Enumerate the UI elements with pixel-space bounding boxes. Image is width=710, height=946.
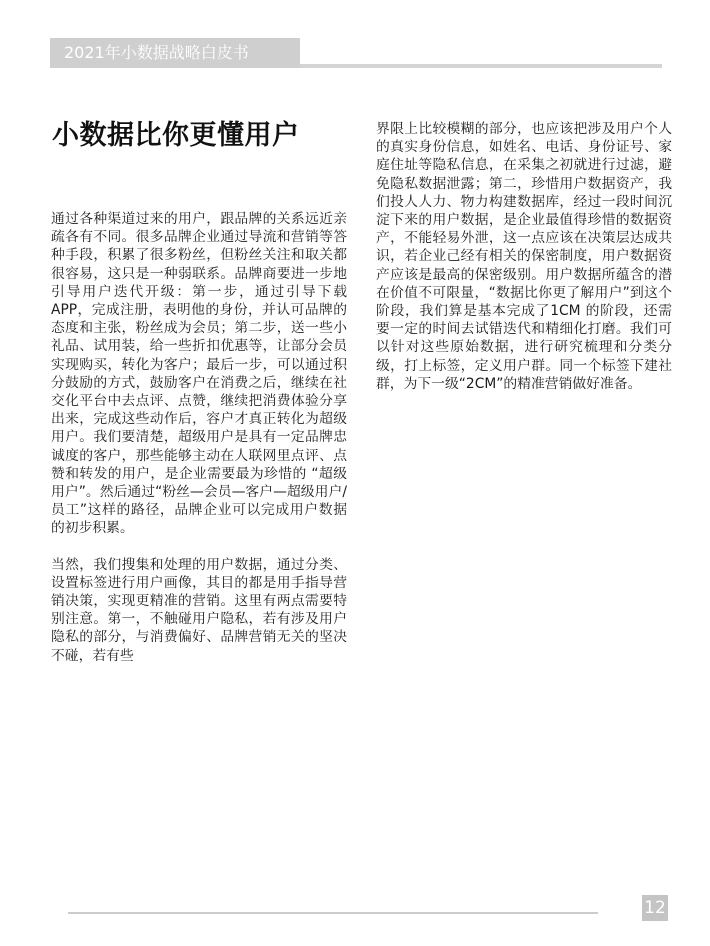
paragraph: 通过各种渠道过来的用户，跟品牌的关系远近亲疏各有不同。很多品牌企业通过导流和营销等答种手段，积累了很多粉丝，但粉丝关注和取关都很容易，这只是一种弱联系。品牌商要进一步地引导用户迭代开级：第一步，通过引导下载APP，完成注册，表明他的身份，并认可品牌的态度和主张，粉丝成为会员；第二步，送一些小礼品、试用装，给一些折扣优惠等，让部分会员实现购买，转化为客户；最后一步，可以通过积分鼓励的方式，鼓励客户在消费之后，继续在社交化平台中去点评、点赞，继续把消费体验分享出来，完成这些动作后，容户才真正转化为超级用户。我们要清楚，超级用户是具有一定品牌忠诚度的客户，那些能够主动在人联网里点评、点赞和转发的用户，是企业需要最为珍惜的 “超级用户”。然后通过“粉丝—会员—客户—超级用户/员工”这样的路径，品牌企业可以完成用户数据的初步积累。 xyxy=(51,211,347,537)
right-column xyxy=(376,120,672,393)
document-title: 2021年小数据战略白皮书 xyxy=(64,43,249,62)
paragraph: 当然，我们搜集和处理的用户数据，通过分类、设置标签进行用户画像，其目的都是用手指导营销决策，实现更精准的营销。这里有两点需要特别注意。第一，不触碰用户隐私，若有涉及用户隐私的部分，与消费偏好、品牌营销无关的坚决不碰，若有些 xyxy=(51,556,347,664)
article-title: 小数据比你更懂用户 xyxy=(52,120,300,151)
header-rule xyxy=(300,64,662,68)
footer-rule xyxy=(68,912,598,914)
paragraph: 界限上比较模糊的部分，也应该把涉及用户个人的真实身份信息，如姓名、电话、身份证号、家庭住址等隐私信息，在采集之初就进行过滤，避免隐私数据泄露；第二，珍惜用户数据资产，我们投人人力、物力构建数据库，经过一段时间沉淀下来的用户数据，是企业最值得珍惜的数据资产，不能轻易外泄，这一点应该在决策层达成共识，若企业己经有相关的保密制度，用户数据资产应该是最高的保密级别。用户数据所蕴含的潜在价值不可限量，“数据比你更了解用户”到这个阶段，我们算是基本完成了1CM 的阶段，还需要一定的时间去试错迭代和精细化打磨。我们可以针对这些原始数据，进行研究梳理和分类分级，打上标签，定义用户群。同一个标签下建社群，为下一级“2CM”的精准营销做好准备。 xyxy=(376,121,672,392)
page-number: 12 xyxy=(642,895,668,921)
left-column xyxy=(51,210,347,665)
